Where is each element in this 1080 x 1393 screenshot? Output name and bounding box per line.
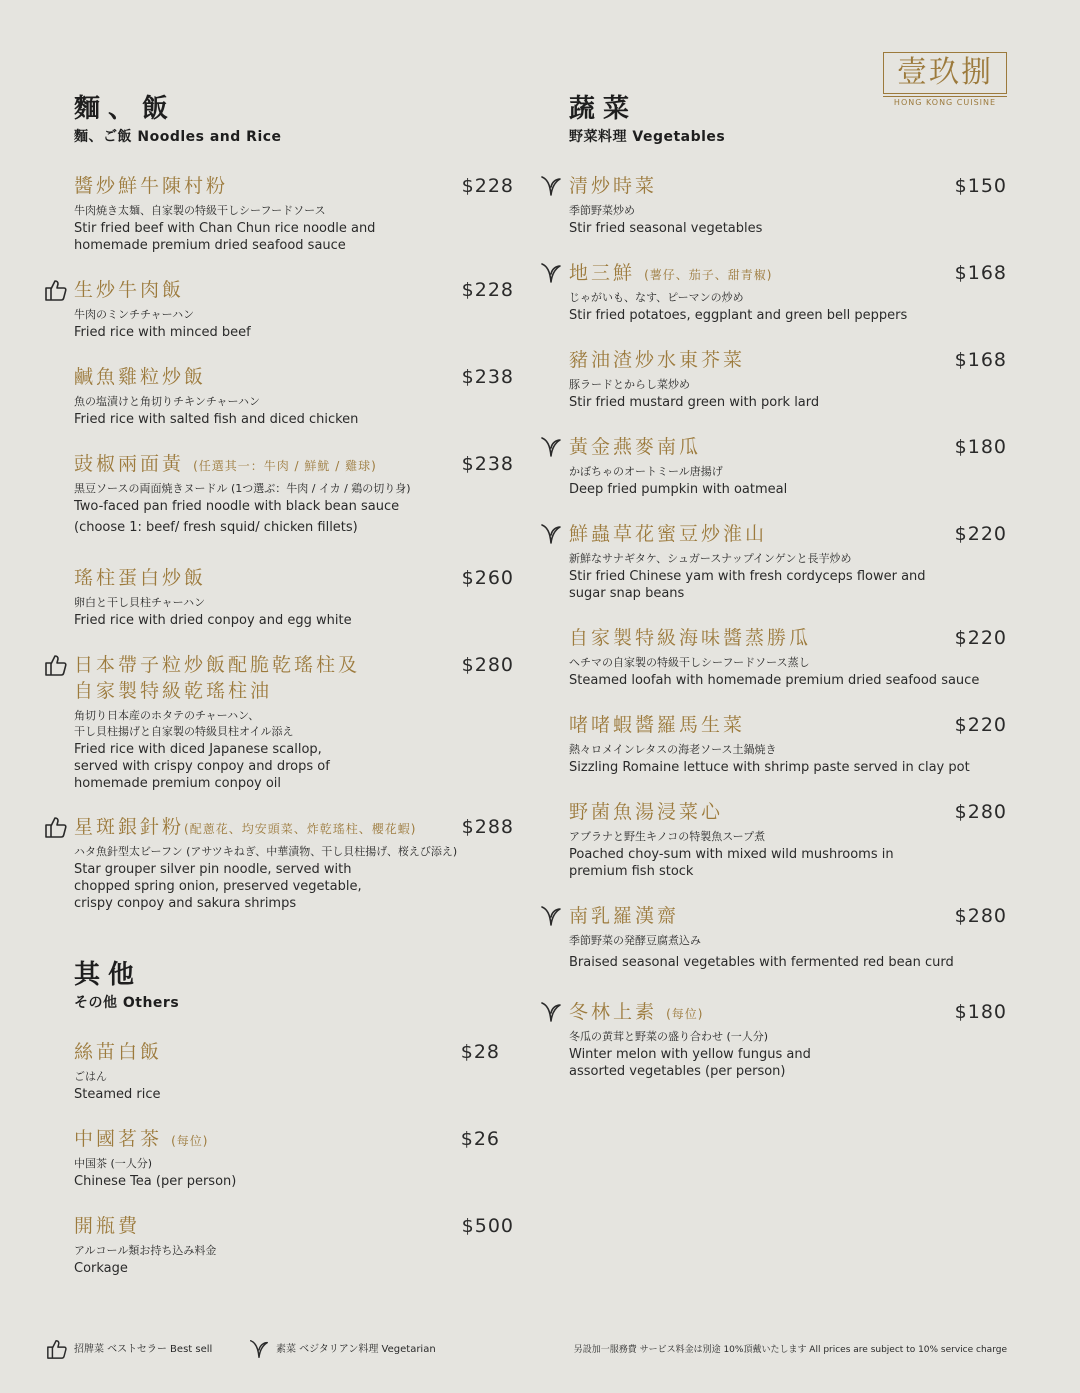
menu-item <box>569 522 1007 602</box>
menu-item <box>569 904 1007 971</box>
thumbs-up-icon <box>44 815 68 839</box>
item-english: crispy conpoy and sakura shrimps <box>74 896 297 911</box>
item-japanese: じゃがいも、なす、ピーマンの炒め <box>569 291 744 304</box>
thumbs-up-icon <box>44 278 68 302</box>
section-subtitle: 麵、ご飯 Noodles and Rice <box>74 129 282 145</box>
menu-item <box>74 1214 514 1277</box>
item-japanese: 季節野菜炒め <box>569 204 635 217</box>
item-japanese: 黒豆ソースの両面焼きヌードル (1つ選ぶ：牛肉 / イカ / 鶏の切り身) <box>74 482 411 495</box>
item-name: 南乳羅漢齋 <box>569 905 680 927</box>
logo-english: HONG KONG CUISINE <box>883 96 1007 107</box>
item-english: Braised seasonal vegetables with fermented red bean curd <box>569 955 954 970</box>
leaf-icon <box>539 1000 563 1024</box>
item-price: $168 <box>954 262 1007 284</box>
item-name-text: 豉椒兩面黃 <box>74 453 185 475</box>
item-english: Winter melon with yellow fungus and <box>569 1047 811 1062</box>
item-name-text: 中國茗茶 <box>74 1128 163 1150</box>
item-name <box>569 1001 703 1023</box>
item-japanese: 熱々ロメインレタスの海老ソース土鍋焼き <box>569 743 777 756</box>
item-name: 黃金燕麥南瓜 <box>569 436 702 458</box>
item-price: $220 <box>954 627 1007 649</box>
item-name <box>74 816 416 838</box>
item-price: $220 <box>954 714 1007 736</box>
item-english: Fried rice with diced Japanese scallop, <box>74 742 322 757</box>
item-japanese: かぼちゃのオートミール唐揚げ <box>569 465 723 478</box>
menu-item <box>74 365 514 428</box>
menu-item <box>74 452 514 536</box>
item-name: 醬炒鮮牛陳村粉 <box>74 175 229 197</box>
menu-item <box>569 713 1007 776</box>
item-name: 清炒時菜 <box>569 175 658 197</box>
item-japanese: 角切り日本産のホタテのチャーハン、 <box>74 709 260 722</box>
section-vegetables <box>569 94 1007 146</box>
item-price: $180 <box>954 1001 1007 1023</box>
item-japanese: アブラナと野生キノコの特製魚スープ煮 <box>569 830 766 843</box>
item-price: $280 <box>954 905 1007 927</box>
service-charge-note: 另設加一服務費 サービス料金は別途 10%頂戴いたします All prices are subject to 10% service charge <box>573 1345 1007 1355</box>
item-english: chopped spring onion, preserved vegetable, <box>74 879 362 894</box>
menu-item <box>74 653 514 792</box>
thumbs-up-icon <box>46 1338 68 1360</box>
item-japanese: 季節野菜の発酵豆腐煮込み <box>569 934 701 947</box>
item-english: Sizzling Romaine lettuce with shrimp paste served in clay pot <box>569 760 970 775</box>
item-price: $280 <box>954 801 1007 823</box>
legend-vegetarian <box>248 1338 436 1362</box>
legend-bestsell <box>46 1338 212 1362</box>
item-english: Deep fried pumpkin with oatmeal <box>569 482 788 497</box>
item-japanese: 干し貝柱揚げと自家製の特級貝柱オイル添え <box>74 725 294 738</box>
item-name-text: 地三鮮 <box>569 262 636 284</box>
item-price: $150 <box>954 175 1007 197</box>
section-subtitle: その他 Others <box>74 995 180 1011</box>
item-name <box>569 262 772 284</box>
leaf-icon <box>539 261 563 285</box>
item-english: (choose 1: beef/ fresh squid/ chicken fillets) <box>74 520 358 535</box>
menu-item <box>74 1127 514 1190</box>
item-english: assorted vegetables (per person) <box>569 1064 786 1079</box>
leaf-icon <box>539 904 563 928</box>
leaf-icon <box>539 174 563 198</box>
item-name: 野菌魚湯浸菜心 <box>569 801 724 823</box>
item-name: 絲苗白飯 <box>74 1041 163 1063</box>
item-name: 鮮蟲草花蜜豆炒淮山 <box>569 523 768 545</box>
item-price: $220 <box>954 523 1007 545</box>
menu-item <box>74 815 514 912</box>
menu-item <box>569 800 1007 880</box>
menu-item <box>569 174 1007 237</box>
leaf-icon <box>539 435 563 459</box>
item-japanese: 牛肉のミンチチャーハン <box>74 308 195 321</box>
item-english: Two-faced pan fried noodle with black bean sauce <box>74 499 400 514</box>
item-japanese: ごはん <box>74 1070 107 1083</box>
item-english: Fried rice with minced beef <box>74 325 251 340</box>
menu-item <box>569 626 1007 689</box>
item-english: Stir fried beef with Chan Chun rice noodle and <box>74 221 376 236</box>
item-japanese: 豚ラードとからし菜炒め <box>569 378 690 391</box>
thumbs-up-icon <box>44 653 68 677</box>
item-name <box>74 1128 208 1150</box>
item-english: Stir fried mustard green with pork lard <box>569 395 820 410</box>
item-note: (任選其一：牛肉 / 鮮魷 / 雞球) <box>193 459 377 473</box>
section-title: 其他 <box>74 960 143 990</box>
item-name: 日本帶子粒炒飯配脆乾瑤柱及 <box>74 654 361 676</box>
item-name: 啫啫蝦醬羅馬生菜 <box>569 714 746 736</box>
item-price: $238 <box>461 453 514 475</box>
item-english: Fried rice with dried conpoy and egg white <box>74 613 352 628</box>
item-english: Steamed loofah with homemade premium dried seafood sauce <box>569 673 980 688</box>
item-japanese: 卵白と干し貝柱チャーハン <box>74 596 206 609</box>
item-note: (每位) <box>666 1007 704 1021</box>
item-japanese: 新鮮なサナギタケ、シュガースナップインゲンと長芋炒め <box>569 552 852 565</box>
item-name: 鹹魚雞粒炒飯 <box>74 366 207 388</box>
item-note: (配蔥花、均安頭菜、炸乾瑤柱、櫻花蝦) <box>184 822 417 836</box>
legend-bestsell-label: 招牌菜 ベストセラー Best sell <box>74 1344 213 1355</box>
item-english: homemade premium dried seafood sauce <box>74 238 346 253</box>
item-price: $238 <box>461 366 514 388</box>
leaf-icon <box>248 1338 270 1360</box>
item-japanese: ハタ魚針型太ビーフン (アサツキねぎ、中華漬物、干し貝柱揚げ、桜えび添え) <box>74 845 458 858</box>
item-name: 豬油渣炒水東芥菜 <box>569 349 746 371</box>
item-price: $500 <box>461 1215 514 1237</box>
item-english: Stir fried Chinese yam with fresh cordyceps flower and <box>569 569 926 584</box>
menu-item <box>569 1000 1007 1080</box>
section-subtitle: 野菜料理 Vegetables <box>569 129 726 145</box>
item-english: sugar snap beans <box>569 586 685 601</box>
item-price: $260 <box>461 567 514 589</box>
item-price: $228 <box>461 175 514 197</box>
item-japanese: 中国茶 (一人分) <box>74 1157 153 1170</box>
item-note: (每位) <box>171 1134 209 1148</box>
item-name-text: 星斑銀針粉 <box>74 816 185 838</box>
item-name: 生炒牛肉飯 <box>74 279 185 301</box>
item-english: Poached choy-sum with mixed wild mushrooms in <box>569 847 894 862</box>
item-english: Steamed rice <box>74 1087 161 1102</box>
section-noodles <box>74 94 514 146</box>
item-english: premium fish stock <box>569 864 694 879</box>
item-note: (薯仔、茄子、甜青椒) <box>644 268 773 282</box>
item-name: 開瓶費 <box>74 1215 141 1237</box>
menu-item <box>74 566 514 629</box>
menu-item <box>74 1040 514 1103</box>
section-title: 蔬菜 <box>569 94 638 124</box>
item-price: $28 <box>460 1041 500 1063</box>
menu-item <box>74 278 514 341</box>
leaf-icon <box>539 522 563 546</box>
item-price: $280 <box>461 654 514 676</box>
item-name: 自家製特級海味醬蒸勝瓜 <box>569 627 812 649</box>
item-english: Corkage <box>74 1261 128 1276</box>
section-title: 麵、飯 <box>74 94 177 124</box>
menu-item <box>569 435 1007 498</box>
item-price: $26 <box>460 1128 500 1150</box>
item-japanese: ヘチマの自家製の特級干しシーフードソース蒸し <box>569 656 810 669</box>
item-price: $228 <box>461 279 514 301</box>
menu-item <box>569 348 1007 411</box>
section-others <box>74 960 514 1012</box>
item-name-line2: 自家製特級乾瑤柱油 <box>74 680 273 702</box>
item-english: homemade premium conpoy oil <box>74 776 282 791</box>
item-price: $168 <box>954 349 1007 371</box>
item-name-text: 冬林上素 <box>569 1001 658 1023</box>
legend-vegetarian-label: 素菜 ベジタリアン料理 Vegetarian <box>276 1344 436 1355</box>
item-name: 瑤柱蛋白炒飯 <box>74 567 207 589</box>
item-japanese: 冬瓜の黄茸と野菜の盛り合わせ (一人分) <box>569 1030 769 1043</box>
item-english: Star grouper silver pin noodle, served with <box>74 862 352 877</box>
item-english: Fried rice with salted fish and diced chicken <box>74 412 359 427</box>
item-japanese: 牛肉焼き太麺、自家製の特級干しシーフードソース <box>74 204 326 217</box>
menu-item <box>569 261 1007 324</box>
item-price: $288 <box>461 816 514 838</box>
item-english: Chinese Tea (per person) <box>74 1174 237 1189</box>
item-japanese: アルコール類お持ち込み料金 <box>74 1244 217 1257</box>
item-english: Stir fried potatoes, eggplant and green bell peppers <box>569 308 908 323</box>
item-price: $180 <box>954 436 1007 458</box>
logo-chinese: 壹玖捌 <box>883 52 1007 94</box>
menu-item <box>74 174 514 254</box>
item-name <box>74 453 377 475</box>
item-japanese: 魚の塩漬けと角切りチキンチャーハン <box>74 395 261 408</box>
item-english: served with crispy conpoy and drops of <box>74 759 330 774</box>
item-english: Stir fried seasonal vegetables <box>569 221 763 236</box>
